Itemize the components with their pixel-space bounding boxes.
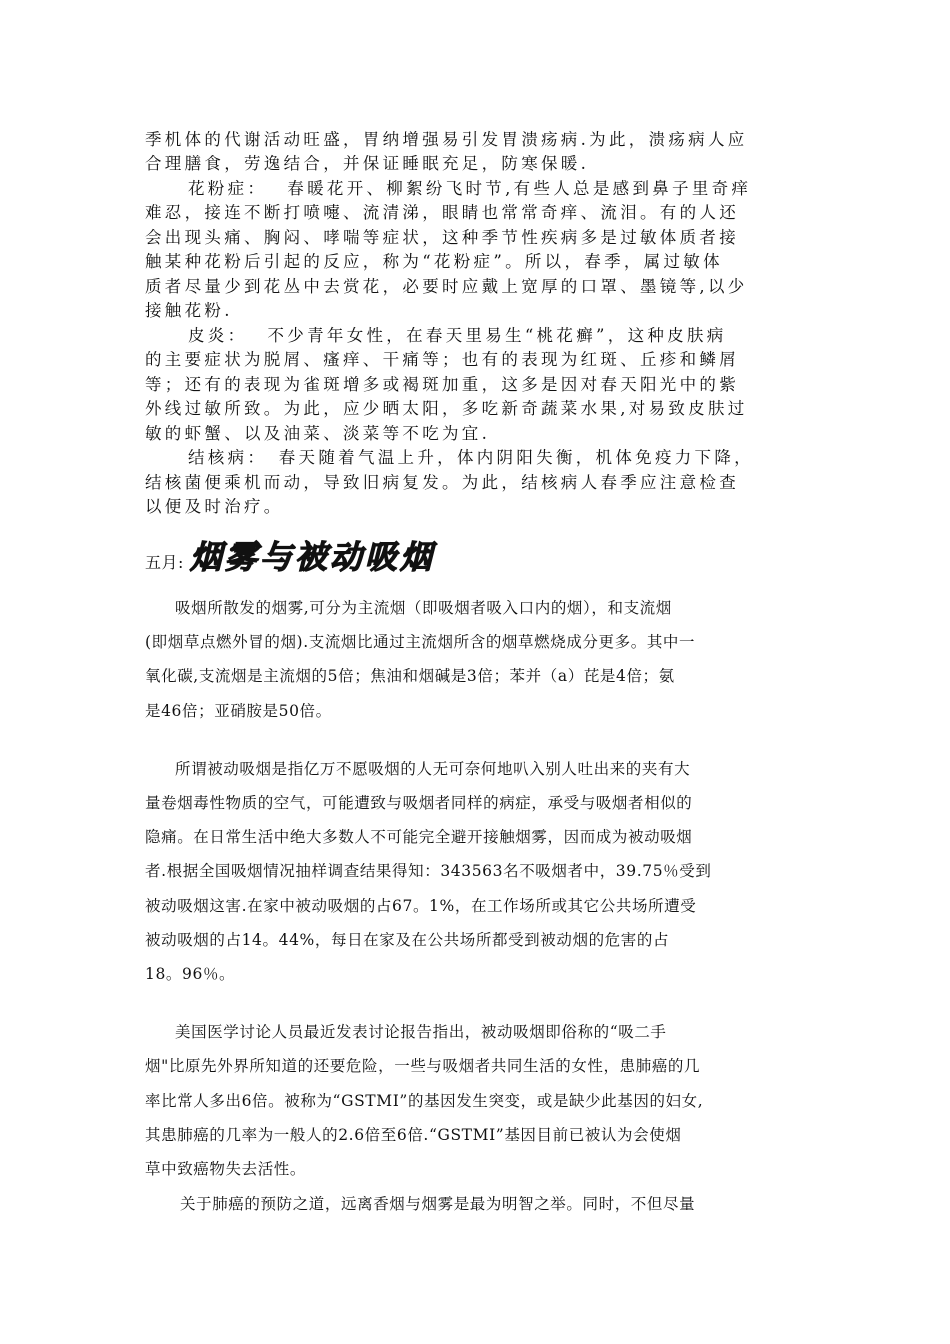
text-line: 是46倍；亚硝胺是50倍。 [145, 702, 332, 720]
text-line: 吸烟所散发的烟雾,可分为主流烟（即吸烟者吸入口内的烟），和支流烟 [175, 599, 672, 617]
text-line: 季机体的代谢活动旺盛，胃纳增强易引发胃溃疡病.为此，溃疡病人应 [145, 130, 748, 149]
text-line: 草中致癌物失去活性。 [145, 1160, 307, 1178]
text-line: 量卷烟毒性物质的空气，可能遭致与吸烟者同样的病症，承受与吸烟者相似的 [145, 794, 693, 812]
text-line: 结核菌便乘机而动，导致旧病复发。为此，结核病人春季应注意检查 [145, 473, 739, 492]
text-line: 以便及时治疗。 [145, 497, 284, 516]
text-line: 合理膳食，劳逸结合，并保证睡眠充足，防寒保暖. [145, 154, 590, 173]
section-heading [145, 532, 435, 576]
text-line: (即烟草点燃外冒的烟).支流烟比通过主流烟所含的烟草燃烧成分更多。其中一 [145, 633, 696, 651]
heading-month-label: 五月: [145, 553, 184, 572]
text-line: 难忍，接连不断打喷嚏、流清涕，眼睛也常常奇痒、流泪。有的人还 [145, 203, 739, 222]
text-line: 美国医学讨论人员最近发表讨论报告指出，被动吸烟即俗称的“吸二手 [175, 1023, 667, 1041]
heading-title: 烟雾与被动吸烟 [189, 538, 435, 576]
text-line: 氧化碳,支流烟是主流烟的5倍；焦油和烟碱是3倍；苯并（a）芘是4倍；氨 [145, 667, 675, 685]
text-line: 隐痛。在日常生活中绝大多数人不可能完全避开接触烟雾，因而成为被动吸烟 [145, 828, 693, 846]
text-line-hay-fever: 花粉症： 春暖花开、柳絮纷飞时节,有些人总是感到鼻子里奇痒 [188, 179, 752, 198]
text-line: 18。96％。 [145, 965, 236, 983]
text-line: 敏的虾蟹、以及油菜、淡菜等不吃为宜. [145, 424, 491, 443]
text-line: 烟"比原先外界所知道的还要危险，一些与吸烟者共同生活的女性，患肺癌的几 [145, 1057, 701, 1075]
text-line: 率比常人多出6倍。被称为“GSTMI”的基因发生突变，或是缺少此基因的妇女, [145, 1092, 704, 1110]
text-line: 其患肺癌的几率为一般人的2.6倍至6倍.“GSTMI”基因目前已被认为会使烟 [145, 1126, 682, 1144]
text-line: 质者尽量少到花丛中去赏花，必要时应戴上宽厚的口罩、墨镜等,以少 [145, 277, 748, 296]
text-line: 等；还有的表现为雀斑增多或褐斑加重，这多是因对春天阳光中的紫 [145, 375, 739, 394]
text-line: 被动吸烟这害.在家中被动吸烟的占67。1%，在工作场所或其它公共场所遭受 [145, 897, 697, 915]
text-line-dermatitis: 皮炎： 不少青年女性，在春天里易生“桃花癣”，这种皮肤病 [188, 326, 727, 345]
text-line: 关于肺癌的预防之道，远离香烟与烟雾是最为明智之举。同时，不但尽量 [180, 1195, 696, 1213]
text-line: 会出现头痛、胸闷、哮喘等症状，这种季节性疾病多是过敏体质者接 [145, 228, 739, 247]
text-line: 接触花粉. [145, 301, 233, 320]
text-line: 被动吸烟的占14。44%，每日在家及在公共场所都受到被动烟的危害的占 [145, 931, 670, 949]
text-line: 者.根据全国吸烟情况抽样调查结果得知：343563名不吸烟者中，39.75％受到 [145, 862, 712, 880]
text-line: 所谓被动吸烟是指亿万不愿吸烟的人无可奈何地叭入别人吐出来的夹有大 [175, 760, 691, 778]
text-line: 外线过敏所致。为此，应少晒太阳，多吃新奇蔬菜水果,对易致皮肤过 [145, 399, 748, 418]
text-line: 的主要症状为脱屑、瘙痒、干痛等；也有的表现为红斑、丘疹和鳞屑 [145, 350, 739, 369]
text-line-tuberculosis: 结核病： 春天随着气温上升，体内阴阳失衡，机体免疫力下降， [188, 448, 754, 467]
text-line: 触某种花粉后引起的反应，称为“花粉症”。所以，春季，属过敏体 [145, 252, 723, 271]
